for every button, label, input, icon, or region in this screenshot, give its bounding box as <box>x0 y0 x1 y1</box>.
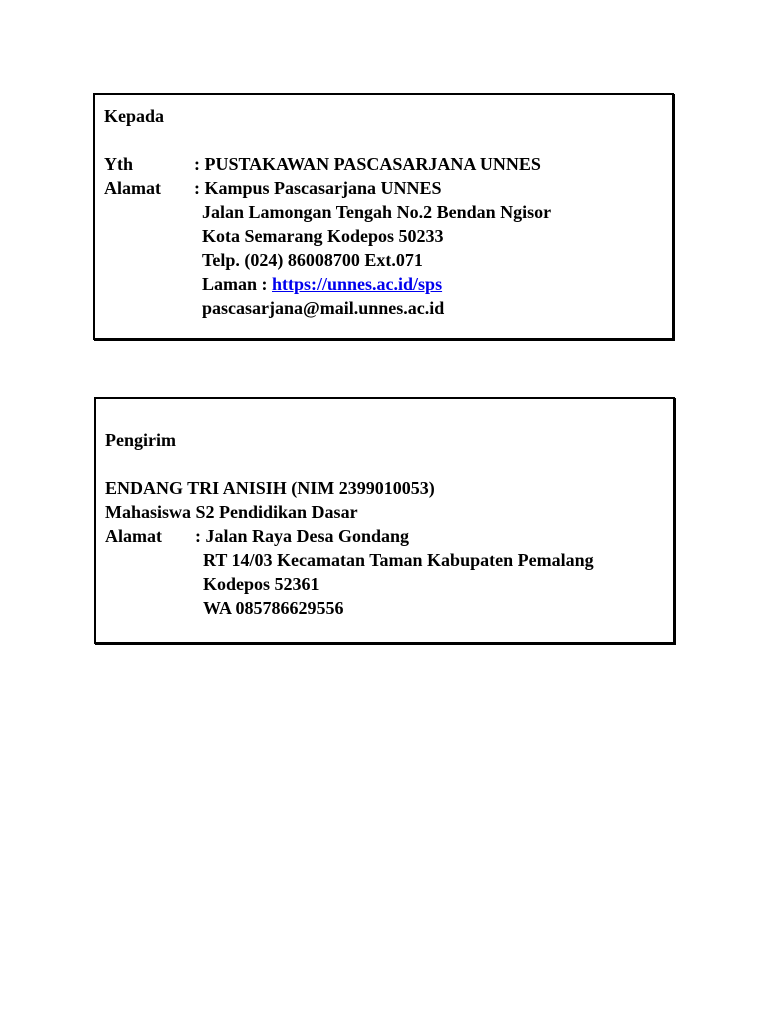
recipient-laman-link[interactable]: https://unnes.ac.id/sps <box>272 274 443 294</box>
sender-heading: Pengirim <box>105 430 176 450</box>
recipient-email: pascasarjana@mail.unnes.ac.id <box>202 298 445 318</box>
sender-program: Mahasiswa S2 Pendidikan Dasar <box>105 502 358 522</box>
sender-alamat-line1: : Jalan Raya Desa Gondang <box>195 526 410 546</box>
recipient-alamat-line3: Kota Semarang Kodepos 50233 <box>202 226 444 246</box>
sender-alamat-row <box>105 524 673 548</box>
recipient-spacer <box>104 128 672 152</box>
sender-spacer <box>105 452 673 476</box>
sender-name: ENDANG TRI ANISIH (NIM 2399010053) <box>105 478 435 498</box>
recipient-laman-row <box>104 272 672 296</box>
sender-alamat-label: Alamat <box>105 526 162 546</box>
sender-alamat-line2: RT 14/03 Kecamatan Taman Kabupaten Pemalang <box>203 550 594 570</box>
recipient-telp: Telp. (024) 86008700 Ext.071 <box>202 250 423 270</box>
recipient-yth-value: : PUSTAKAWAN PASCASARJANA UNNES <box>194 154 541 174</box>
sender-address-box <box>94 397 675 644</box>
recipient-alamat-row <box>104 176 672 200</box>
recipient-yth-label: Yth <box>104 154 134 174</box>
recipient-address-box <box>93 93 674 340</box>
recipient-yth-row <box>104 152 672 176</box>
recipient-heading: Kepada <box>104 106 165 126</box>
recipient-laman-label: Laman : <box>202 274 273 294</box>
recipient-alamat-line1: : Kampus Pascasarjana UNNES <box>194 178 442 198</box>
recipient-alamat-label: Alamat <box>104 178 161 198</box>
sender-wa: WA 085786629556 <box>203 598 344 618</box>
sender-alamat-line3: Kodepos 52361 <box>203 574 320 594</box>
recipient-alamat-line2: Jalan Lamongan Tengah No.2 Bendan Ngisor <box>202 202 552 222</box>
